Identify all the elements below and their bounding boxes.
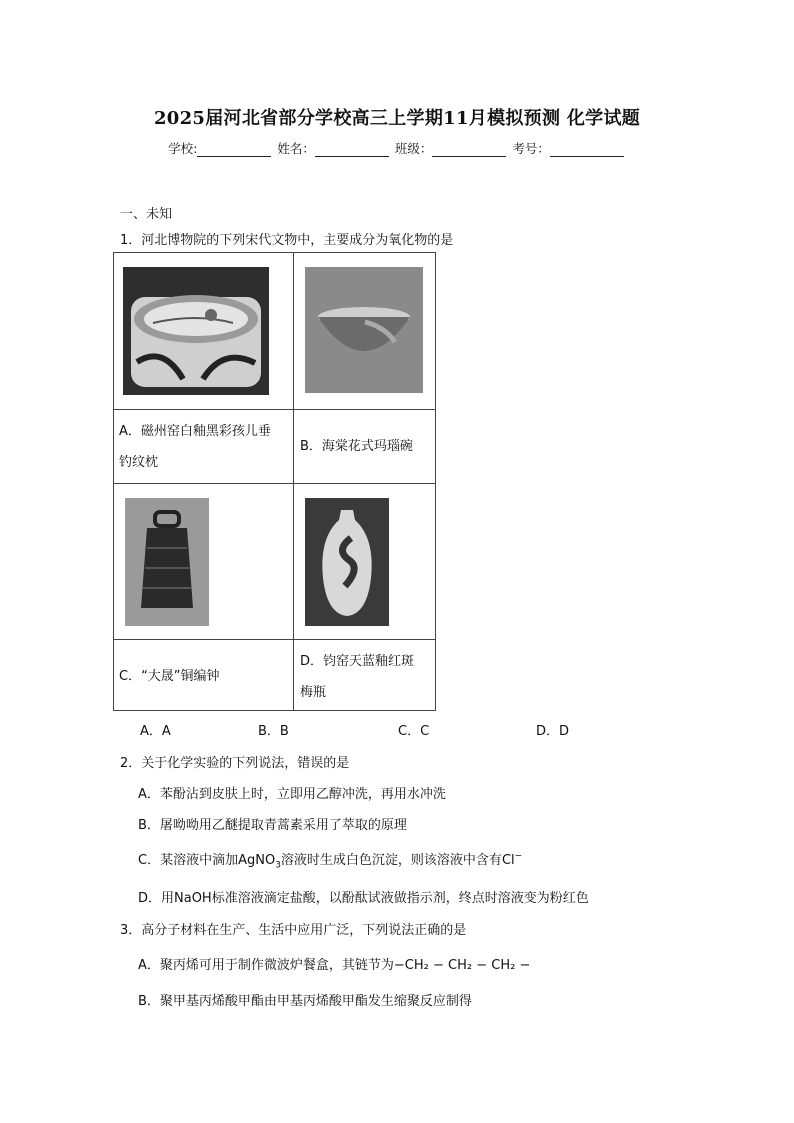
question-3-stem: 3．高分子材料在生产、生活中应用广泛，下列说法正确的是: [120, 923, 467, 938]
answer-choice-c[interactable]: C．C: [398, 724, 430, 739]
question-2-stem: 2．关于化学实验的下列说法，错误的是: [120, 756, 350, 771]
class-blank: [432, 144, 506, 157]
section-heading: 一、未知: [120, 207, 173, 222]
name-blank: [315, 144, 389, 157]
name-label: 姓名：: [277, 141, 315, 156]
pillow-image: [123, 267, 269, 395]
chloride-ion: Cl−: [501, 851, 523, 868]
answer-choice-d[interactable]: D．D: [536, 724, 570, 739]
class-label: 班级：: [394, 141, 433, 156]
q3-option-b[interactable]: B．聚甲基丙烯酸甲酯由甲基丙烯酸甲酯发生缩聚反应制得: [138, 994, 472, 1009]
agno3-formula: AgNO$_3$: [238, 853, 281, 871]
option-b-label: B．海棠花式玛瑙碗: [300, 439, 413, 454]
exam-no-label: 考号：: [512, 141, 550, 156]
option-c-label: C．“大晟”铜编钟: [119, 669, 220, 684]
option-a-label: A．磁州窑白釉黑彩孩儿垂 钓纹枕: [119, 424, 271, 470]
q2-option-c[interactable]: C．某溶液中滴加AgNO$_3$溶液时生成白色沉淀，则该溶液中含有Cl−: [138, 851, 523, 871]
q2-option-d[interactable]: D．用NaOH标准溶液滴定盐酸，以酚酞试液做指示剂，终点时溶液变为粉红色: [138, 891, 589, 906]
bowl-image: [305, 267, 423, 393]
vase-image: [305, 498, 389, 626]
artifact-table: [113, 252, 436, 711]
exam-title: 2025届河北省部分学校高三上学期11月模拟预测 化学试题: [153, 108, 641, 129]
question-1-stem: 1．河北博物院的下列宋代文物中，主要成分为氧化物的是: [120, 233, 454, 248]
exam-no-blank: [550, 144, 624, 157]
bell-image: [125, 498, 209, 626]
q2-option-a[interactable]: A．苯酚沾到皮肤上时，立即用乙醇冲洗，再用水冲洗: [138, 787, 446, 802]
answer-choice-b[interactable]: B．B: [258, 724, 289, 739]
school-blank: [197, 144, 271, 157]
answer-choice-a[interactable]: A．A: [140, 724, 171, 739]
school-label: 学校:: [168, 141, 198, 156]
q3-option-a[interactable]: A．聚丙烯可用于制作微波炉餐盒，其链节为−CH₂ − CH₂ − CH₂ −: [138, 958, 531, 973]
q2-option-b[interactable]: B．屠呦呦用乙醚提取青蒿素采用了萃取的原理: [138, 818, 407, 833]
polymer-chain: −CH₂ − CH₂ − CH₂ −: [393, 958, 531, 973]
option-d-label: D．钧窑天蓝釉红斑 梅瓶: [300, 654, 415, 700]
student-info-row: [0, 139, 794, 157]
